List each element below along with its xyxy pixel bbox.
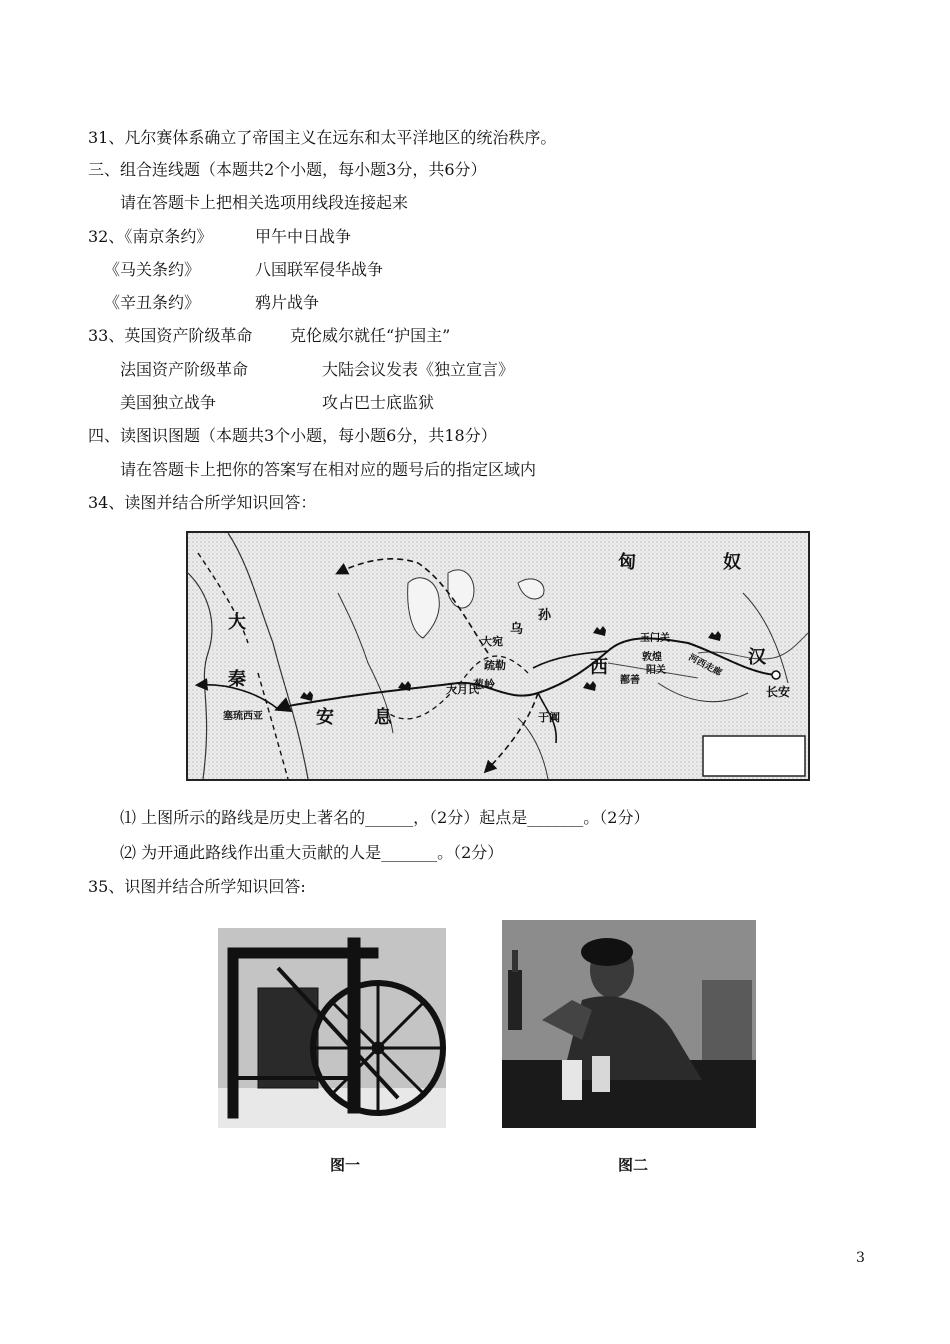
map-label-qin: 秦 (228, 669, 246, 690)
silk-road-map-svg (188, 533, 808, 779)
figure-1-image (218, 928, 446, 1128)
section-3-title: 三、组合连线题（本题共2个小题，每小题3分，共6分） (88, 160, 487, 179)
map-label-wusun-2: 孙 (538, 608, 552, 623)
map-label-dunhuang: 敦煌 (642, 652, 662, 663)
map-label-yangguan: 阳关 (646, 665, 666, 676)
q33-right-a: 克伦威尔就任“护国主” (290, 326, 451, 345)
map-label-xiongnu-2: 奴 (723, 552, 741, 573)
map-label-wusun-1: 乌 (510, 622, 524, 637)
section-4-title: 四、读图识图题（本题共3个小题，每小题6分，共18分） (88, 426, 497, 445)
q33-left-b: 法国资产阶级革命 (120, 360, 249, 379)
q32-right-b: 八国联军侵华战争 (255, 260, 384, 279)
q32-left-b: 《马关条约》 (104, 260, 201, 279)
figure-1-caption: 图一 (330, 1156, 361, 1174)
section-3-instruction: 请在答题卡上把相关选项用线段连接起来 (120, 193, 409, 212)
map-label-da: 大 (228, 612, 246, 633)
figure-2-image (502, 920, 756, 1128)
q33-right-c: 攻占巴士底监狱 (322, 393, 435, 412)
map-label-xi: 西 (590, 657, 608, 678)
section-4-instruction: 请在答题卡上把你的答案写在相对应的题号后的指定区域内 (120, 460, 537, 479)
map-label-yumenguan: 玉门关 (640, 633, 670, 644)
map-label-han: 汉 (748, 647, 766, 668)
figure-1-svg (218, 928, 446, 1128)
map-label-dayuezhi: 大月氏 (446, 683, 479, 696)
map-label-yutian: 于阗 (538, 711, 560, 724)
map-label-dayuan: 大宛 (481, 635, 503, 648)
map-label-xi2: 息 (374, 707, 392, 728)
q33-right-b: 大陆会议发表《独立宣言》 (322, 360, 515, 379)
map-label-shule: 疏勒 (484, 659, 506, 672)
question-35: 35、识图并结合所学知识回答: (88, 877, 306, 896)
q32-right-a: 甲午中日战争 (255, 227, 352, 246)
question-31: 31、凡尔赛体系确立了帝国主义在远东和太平洋地区的统治秩序。 (88, 128, 557, 147)
map-label-xiongnu-1: 匈 (618, 552, 636, 573)
map-label-congling: 葱岭 (473, 678, 495, 691)
map-label-an: 安 (316, 707, 334, 728)
question-34: 34、读图并结合所学知识回答： (88, 493, 317, 512)
map-label-changan: 长安 (766, 685, 791, 699)
map-label-hexi: 河西走廊 (686, 652, 724, 679)
q32-left-a: 32、《南京条约》 (88, 227, 213, 246)
question-34-part-2: ⑵ 为开通此路线作出重大贡献的人是_______。（2分） (120, 843, 504, 862)
page-number: 3 (856, 1250, 865, 1266)
map-legend-box (703, 736, 805, 776)
silk-road-map (186, 531, 810, 781)
q32-right-c: 鸦片战争 (255, 293, 320, 312)
question-34-part-1: ⑴ 上图所示的路线是历史上著名的______，（2分）起点是_______。（2分） (120, 808, 650, 827)
q33-left-a: 33、英国资产阶级革命 (88, 326, 253, 345)
map-label-lixuan: 塞琉西亚 (223, 711, 263, 722)
q32-left-c: 《辛丑条约》 (104, 293, 201, 312)
q33-left-c: 美国独立战争 (120, 393, 217, 412)
map-label-shanshan: 鄯善 (620, 675, 640, 686)
figure-2-caption: 图二 (618, 1156, 649, 1174)
figure-2-svg (502, 920, 756, 1128)
